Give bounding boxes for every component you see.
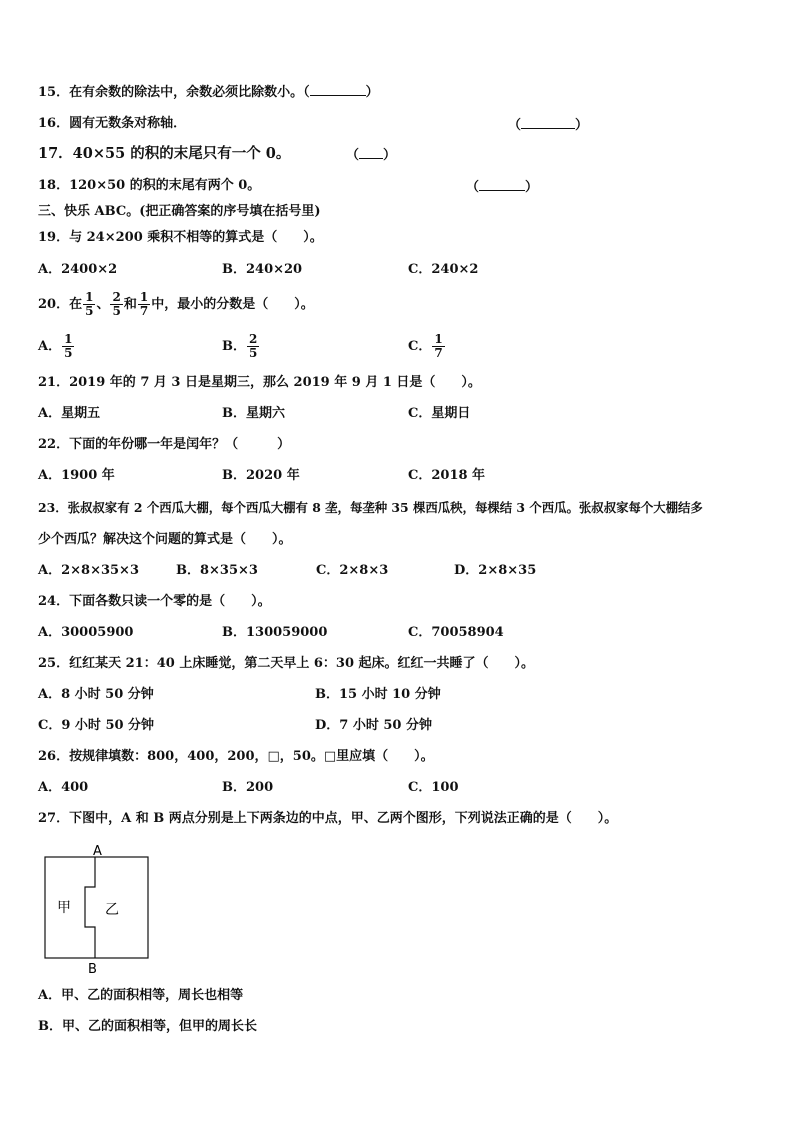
q26-option-a[interactable]: A．400 bbox=[38, 780, 89, 795]
question-23-line-2: 少个西瓜？解决这个问题的算式是（ ）。 bbox=[38, 532, 292, 547]
q19-option-b[interactable]: B．240×20 bbox=[222, 262, 303, 277]
q25-option-a[interactable]: A．8 小时 50 分钟 bbox=[38, 687, 154, 702]
q23-option-d[interactable]: D．2×8×35 bbox=[454, 563, 537, 578]
q21-option-a[interactable]: A．星期五 bbox=[38, 406, 101, 421]
question-17 bbox=[38, 146, 290, 162]
question-16 bbox=[38, 116, 186, 132]
q23-option-a[interactable]: A．2×8×35×3 bbox=[38, 563, 139, 578]
answer-blank-16[interactable] bbox=[521, 116, 575, 129]
answer-blank-17[interactable] bbox=[359, 146, 383, 159]
label-yi: 乙 bbox=[105, 902, 119, 918]
q19-option-a[interactable]: A．2400×2 bbox=[38, 262, 118, 277]
q22-option-b[interactable]: B．2020 年 bbox=[222, 468, 300, 483]
label-b: B bbox=[88, 962, 97, 977]
question-20: 20．在 $\frac{1}{5}$ 、 $\frac{2}{5}$ 和 $\frac{1}{7}$ 中，最小的分数是（ ）。 bbox=[38, 290, 314, 318]
q25-option-c[interactable]: C．9 小时 50 分钟 bbox=[38, 718, 155, 733]
dividing-line bbox=[85, 857, 95, 958]
q22-option-c[interactable]: C．2018 年 bbox=[408, 468, 486, 483]
q26-option-b[interactable]: B．200 bbox=[222, 780, 274, 795]
q20-option-a[interactable]: A． $\frac{1}{5}$ bbox=[38, 332, 73, 360]
q20-option-b[interactable]: B． $\frac{2}{5}$ bbox=[222, 332, 258, 360]
fraction-one-seventh: $\frac{1}{7}$ bbox=[139, 290, 149, 318]
label-a: A bbox=[93, 844, 102, 859]
q24-option-a[interactable]: A．30005900 bbox=[38, 625, 134, 640]
q24-option-b[interactable]: B．130059000 bbox=[222, 625, 328, 640]
answer-paren-17[interactable]: （ ） bbox=[346, 148, 397, 163]
q27-option-b[interactable]: B．甲、乙的面积相等，但甲的周长长 bbox=[38, 1019, 257, 1034]
question-27: 27．下图中，A 和 B 两点分别是上下两条边的中点，甲、乙两个图形，下列说法正确的是（ ）。 bbox=[38, 811, 618, 826]
q21-option-c[interactable]: C．星期日 bbox=[408, 406, 471, 421]
question-15-text: 15．在有余数的除法中，余数必须比除数小。（ bbox=[38, 85, 310, 100]
q25-option-b[interactable]: B．15 小时 10 分钟 bbox=[315, 687, 441, 702]
q20-option-c[interactable]: C． $\frac{1}{7}$ bbox=[408, 332, 443, 360]
question-15: 15．在有余数的除法中，余数必须比除数小。（ ） bbox=[38, 85, 379, 100]
q23-option-b[interactable]: B．8×35×3 bbox=[176, 563, 258, 578]
q21-option-b[interactable]: B．星期六 bbox=[222, 406, 285, 421]
q24-option-c[interactable]: C．70058904 bbox=[408, 625, 504, 640]
answer-paren-18[interactable]: （ ） bbox=[466, 180, 539, 195]
q22-option-a[interactable]: A．1900 年 bbox=[38, 468, 115, 483]
question-22: 22．下面的年份哪一年是闰年？（ ） bbox=[38, 437, 291, 452]
question-26: 26．按规律填数：800，400，200，□，50。□里应填（ ）。 bbox=[38, 749, 434, 764]
q27-option-a[interactable]: A．甲、乙的面积相等，周长也相等 bbox=[38, 988, 244, 1003]
answer-paren-16[interactable]: （ ） bbox=[508, 118, 589, 133]
answer-blank-18[interactable] bbox=[479, 178, 525, 191]
fraction-one-fifth: $\frac{1}{5}$ bbox=[85, 290, 94, 318]
question-18 bbox=[38, 178, 260, 194]
q25-option-d[interactable]: D．7 小时 50 分钟 bbox=[315, 718, 432, 733]
question-25: 25．红红某天 21：40 上床睡觉，第二天早上 6：30 起床。红红一共睡了（ ）。 bbox=[38, 656, 535, 671]
answer-blank-15[interactable] bbox=[310, 83, 366, 96]
q23-option-c[interactable]: C．2×8×3 bbox=[316, 563, 389, 578]
question-18-text: 18．120×50 的积的末尾有两个 0。 bbox=[38, 178, 261, 193]
question-17-text: 17．40×55 的积的末尾只有一个 0。 bbox=[38, 145, 291, 162]
rectangle-figure bbox=[38, 840, 168, 980]
question-23-line-1: 23．张叔叔家有 2 个西瓜大棚，每个西瓜大棚有 8 垄，每垄种 35 棵西瓜秧，每棵结 3 个西瓜。张叔叔家每个大棚结多 bbox=[38, 500, 703, 515]
label-jia: 甲 bbox=[57, 900, 71, 916]
fraction-two-fifths: $\frac{2}{5}$ bbox=[112, 290, 121, 318]
q26-option-c[interactable]: C．100 bbox=[408, 780, 459, 795]
question-21: 21．2019 年的 7 月 3 日是星期三，那么 2019 年 9 月 1 日是（ ）。 bbox=[38, 375, 481, 390]
question-19: 19．与 24×200 乘积不相等的算式是（ ）。 bbox=[38, 230, 323, 245]
question-16-text: 16．圆有无数条对称轴． bbox=[38, 116, 187, 131]
q19-option-c[interactable]: C．240×2 bbox=[408, 262, 479, 277]
question-24: 24．下面各数只读一个零的是（ ）。 bbox=[38, 594, 271, 609]
section-heading: 三、快乐 ABC。(把正确答案的序号填在括号里) bbox=[38, 204, 321, 219]
